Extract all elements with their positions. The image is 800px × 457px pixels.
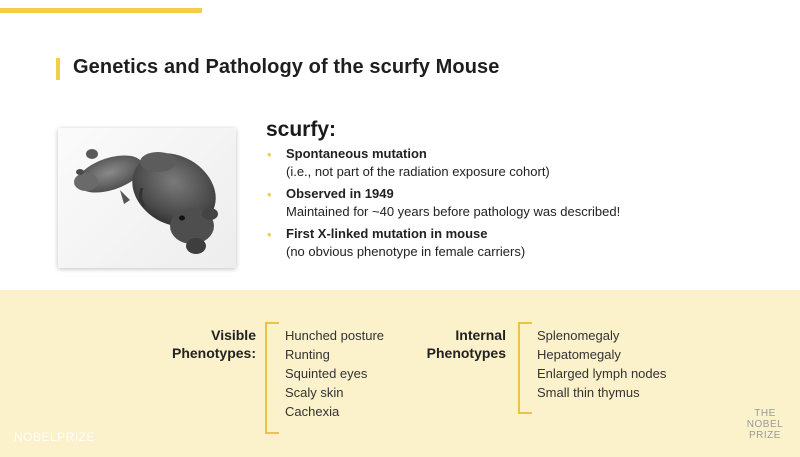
bullet-item (266, 145, 686, 181)
list-item: Cachexia (285, 404, 340, 419)
bullet-item (266, 225, 686, 261)
visible-label-line1: Visible (211, 327, 256, 343)
nobel-prize-logo (742, 408, 788, 441)
internal-bracket (518, 322, 532, 414)
bullet-item (266, 185, 686, 221)
slide-title: Genetics and Pathology of the scurfy Mouse (73, 56, 500, 78)
visible-phenotypes-list (285, 326, 384, 421)
nobelprize-watermark: NOBELPRIZE (14, 430, 96, 444)
list-item: Splenomegaly (537, 328, 620, 343)
internal-label-line2: Phenotypes (426, 345, 506, 361)
list-item: Hunched posture (285, 328, 385, 343)
phenotypes-panel (0, 290, 800, 457)
list-item: Enlarged lymph nodes (537, 366, 667, 381)
bullet-detail: (i.e., not part of the radiation exposure cohort) (286, 164, 550, 179)
bullet-dot-icon: • (267, 187, 272, 202)
visible-phenotypes-label (150, 326, 256, 362)
visible-bracket (265, 322, 279, 434)
bullet-heading: Observed in 1949 (286, 186, 394, 201)
scurfy-mouse-photo (58, 128, 236, 268)
internal-phenotypes-label (400, 326, 506, 362)
mouse-illustration (58, 128, 236, 268)
list-item: Scaly skin (285, 385, 344, 400)
logo-line1: THE (754, 408, 776, 419)
internal-phenotypes-list (537, 326, 666, 402)
title-accent-bar (56, 58, 60, 80)
list-item: Runting (285, 347, 330, 362)
subtitle-scurfy: scurfy: (266, 118, 337, 141)
logo-line2: NOBEL (746, 419, 784, 430)
bullet-dot-icon: • (267, 227, 272, 242)
internal-label-line1: Internal (455, 327, 506, 343)
list-item: Squinted eyes (285, 366, 368, 381)
logo-line3: PRIZE (749, 430, 781, 441)
list-item: Hepatomegaly (537, 347, 621, 362)
visible-label-line2: Phenotypes: (171, 345, 256, 361)
top-accent-bar (0, 8, 202, 13)
bullet-heading: First X-linked mutation in mouse (286, 226, 488, 241)
bullet-detail: (no obvious phenotype in female carriers) (286, 244, 526, 259)
bullet-heading: Spontaneous mutation (286, 146, 427, 161)
bullet-list (266, 145, 686, 265)
bullet-dot-icon: • (267, 147, 272, 162)
bullet-detail: Maintained for ~40 years before pathology was described! (286, 204, 621, 219)
list-item: Small thin thymus (537, 385, 640, 400)
